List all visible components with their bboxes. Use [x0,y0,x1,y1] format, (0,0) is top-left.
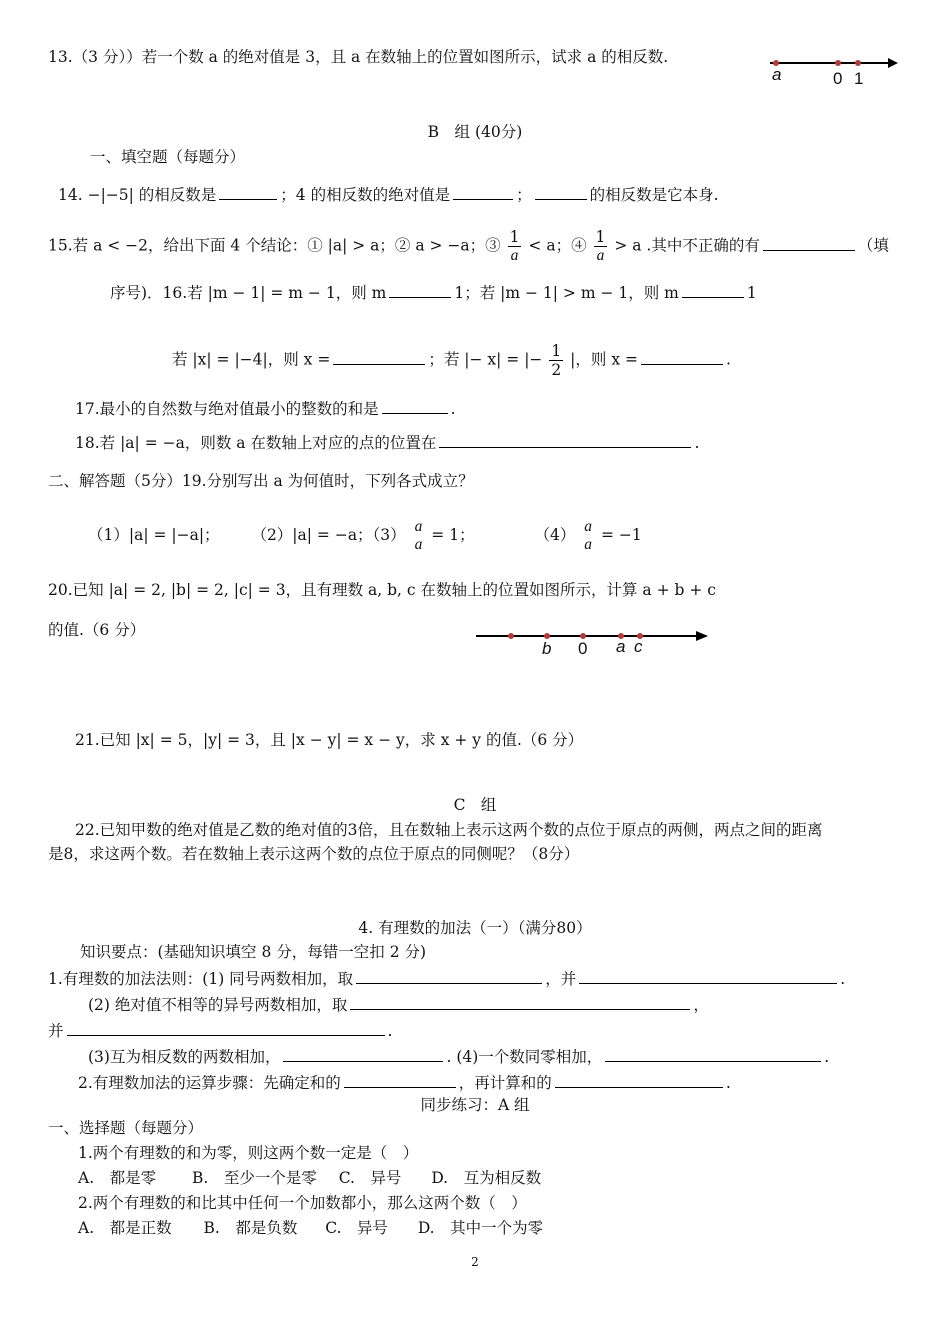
q15-part-c: > a .其中不正确的有 [614,236,760,255]
q15-fraction-4 [594,228,608,265]
q20-line-1: 20.已知 |a| = 2, |b| = 2, |c| = 3，且有理数 a, b, c 在数轴上的位置如图所示，计算 a + b + c [48,581,716,599]
q22-line-2: 是8，求这两个数。若在数轴上表示这两个数的点位于原点的同侧呢？（8分） [48,845,580,863]
label-c: c [634,637,643,656]
label-a: a [772,65,782,84]
q16b-frac-den: 2 [551,361,562,379]
c1-option-d[interactable]: D. 互为相反数 [431,1169,542,1187]
q19-part-2: （2）|a| = −a；（3） [251,526,406,544]
q17-end: . [450,400,456,418]
q16b-frac-num: 1 [551,342,562,360]
k2b-part-b: . [387,1022,393,1040]
choice-heading: 一、选择题（每题分） [48,1119,204,1137]
q16 [110,282,757,303]
c2-question: 2.两个有理数的和比其中任何一个加数都小，那么这两个数（ ） [78,1194,527,1212]
label-1: 1 [854,69,864,88]
k1-part-c: . [840,970,846,988]
c2-options [78,1218,543,1238]
k4 [78,1072,731,1093]
label-b: b [542,639,552,658]
q16b-part-b: ；若 |− x| = |− [428,350,543,369]
q15-blank[interactable] [763,235,855,251]
q14-blank-3[interactable] [535,184,587,200]
q16b-blank-1[interactable] [333,349,425,365]
q13-text: 13.（3 分））若一个数 a 的绝对值是 3，且 a 在数轴上的位置如图所示，试求 a 的相反数. [48,48,669,66]
q16-part-c: 1 [746,284,757,302]
q15-frac3-num: 1 [509,228,520,246]
k4-part-b: ，再计算和的 [458,1074,552,1092]
point-1 [855,60,861,66]
sync-practice-heading: 同步练习：A 组 [420,1096,530,1114]
q15-fraction-3 [508,228,522,265]
k2 [88,994,709,1015]
number-line-1 [770,52,900,92]
q16b-part-c: |，则 x = [570,350,638,369]
c1-option-c[interactable]: C. 异号 [338,1169,402,1187]
q16b [172,342,731,379]
q14-part-d: 的相反数是它本身. [589,186,719,204]
group-c-heading: C 组 [453,796,497,814]
k1-blank-2[interactable] [579,968,837,984]
q14-part-c: ； [516,186,532,204]
q18-text: 18.若 |a| = −a，则数 a 在数轴上对应的点的位置在 [75,434,437,452]
q16b-blank-2[interactable] [641,349,723,365]
k2b-blank[interactable] [67,1020,385,1036]
knowledge-heading: 知识要点：(基础知识填空 8 分，每错一空扣 2 分) [80,943,427,961]
label-zero: 0 [578,639,588,658]
q14-part-b: ；4 的相反数的绝对值是 [280,186,451,204]
c2-option-c[interactable]: C. 异号 [325,1219,388,1237]
q18-blank[interactable] [439,432,691,448]
k2b-part-a: 并 [48,1022,64,1040]
solve-heading: 二、解答题（5分）19.分别写出 a 为何值时，下列各式成立？ [48,472,474,490]
point-0 [835,60,841,66]
q19-fraction-4 [582,518,594,554]
q16-blank-2[interactable] [682,282,744,298]
q19-fraction-3 [413,518,425,554]
q22-line-1: 22.已知甲数的绝对值是乙数的绝对值的3倍，且在数轴上表示这两个数的点位于原点的两侧，两点之间的距离 [75,821,823,839]
q16-part-a: 序号)．16.若 |m − 1| = m − 1，则 m [110,284,387,302]
k3 [88,1046,829,1067]
q18 [75,432,699,453]
k3-part-c: . [824,1048,830,1066]
k1-part-a: 1.有理数的加法法则：(1) 同号两数相加，取 [48,970,354,988]
q19-frac3-den: a [414,536,423,553]
k4-part-a: 2.有理数加法的运算步骤：先确定和的 [78,1074,341,1092]
c2-option-b[interactable]: B. 都是负数 [203,1219,298,1237]
k1-part-b: ，并 [545,970,577,988]
c2-option-d[interactable]: D. 其中一个为零 [417,1219,544,1237]
q17-blank[interactable] [382,398,448,414]
group-b-heading: B 组 (40分) [427,123,523,141]
point-2-left [508,633,514,639]
q17 [75,398,456,419]
label-0: 0 [833,69,843,88]
q19-part-5: = −1 [600,526,642,544]
c2-option-a[interactable]: A. 都是正数 [78,1219,172,1237]
q19-frac3-num: a [414,518,423,535]
q14-blank-2[interactable] [453,184,513,200]
q16b-fraction [549,342,563,379]
fill-blank-heading: 一、填空题（每题分） [90,148,246,166]
k2b [48,1020,392,1041]
q14 [58,184,719,205]
q15-part-d: （填 [857,236,889,255]
k4-blank-2[interactable] [555,1072,723,1088]
q14-part-a: 14. −|−5| 的相反数是 [58,186,217,204]
section-4-title: 4. 有理数的加法（一）（满分80） [358,919,592,937]
q19-items [88,518,642,554]
k3-part-a: (3)互为相反数的两数相加， [88,1048,281,1066]
q15 [48,228,889,265]
k3-blank-2[interactable] [605,1046,821,1062]
q16-blank-1[interactable] [389,282,451,298]
q19-part-1: （1）|a| = |−a|； [88,526,220,544]
k4-blank-1[interactable] [344,1072,456,1088]
k2-part-a: (2) 绝对值不相等的异号两数相加，取 [88,996,348,1014]
k1 [48,968,845,989]
q19-part-4: （4） [534,526,576,544]
c1-options [78,1168,541,1188]
k3-blank-1[interactable] [283,1046,443,1062]
c1-option-b[interactable]: B. 至少一个是零 [192,1169,317,1187]
q15-frac4-num: 1 [595,228,606,246]
q16-part-b: 1；若 |m − 1| > m − 1，则 m [454,284,679,302]
number-line-2 [476,626,712,662]
k1-blank-1[interactable] [356,968,542,984]
k2-part-b: ， [693,996,709,1014]
q16b-part-a: 若 |x| = |−4|，则 x = [172,350,331,369]
q15-frac3-den: a [510,247,519,264]
q14-blank-1[interactable] [219,184,277,200]
k3-part-b: . (4)一个数同零相加， [446,1048,603,1066]
q16b-part-d: . [725,350,731,369]
q19-frac4-num: a [584,518,593,535]
k2-blank-1[interactable] [350,994,690,1010]
q18-end: . [694,434,700,452]
c1-option-a[interactable]: A. 都是零 [78,1169,157,1187]
q15-part-b: < a；④ [528,236,587,255]
q15-frac4-den: a [596,247,605,264]
q21: 21.已知 |x| = 5，|y| = 3，且 |x − y| = x − y，求 x + y 的值.（6 分） [75,731,584,749]
k4-part-c: . [725,1074,731,1092]
q19-part-3: = 1； [431,526,475,544]
c1-question: 1.两个有理数的和为零，则这两个数一定是（ ） [78,1144,419,1162]
q20-line-2: 的值.（6 分） [48,621,146,639]
page-number: 2 [471,1255,479,1269]
q19-frac4-den: a [584,536,593,553]
q15-part-a: 15.若 a < −2，给出下面 4 个结论：① |a| > a；② a > −a；③ [48,236,501,255]
label-a2: a [616,637,626,656]
q17-text: 17.最小的自然数与绝对值最小的整数的和是 [75,400,379,418]
